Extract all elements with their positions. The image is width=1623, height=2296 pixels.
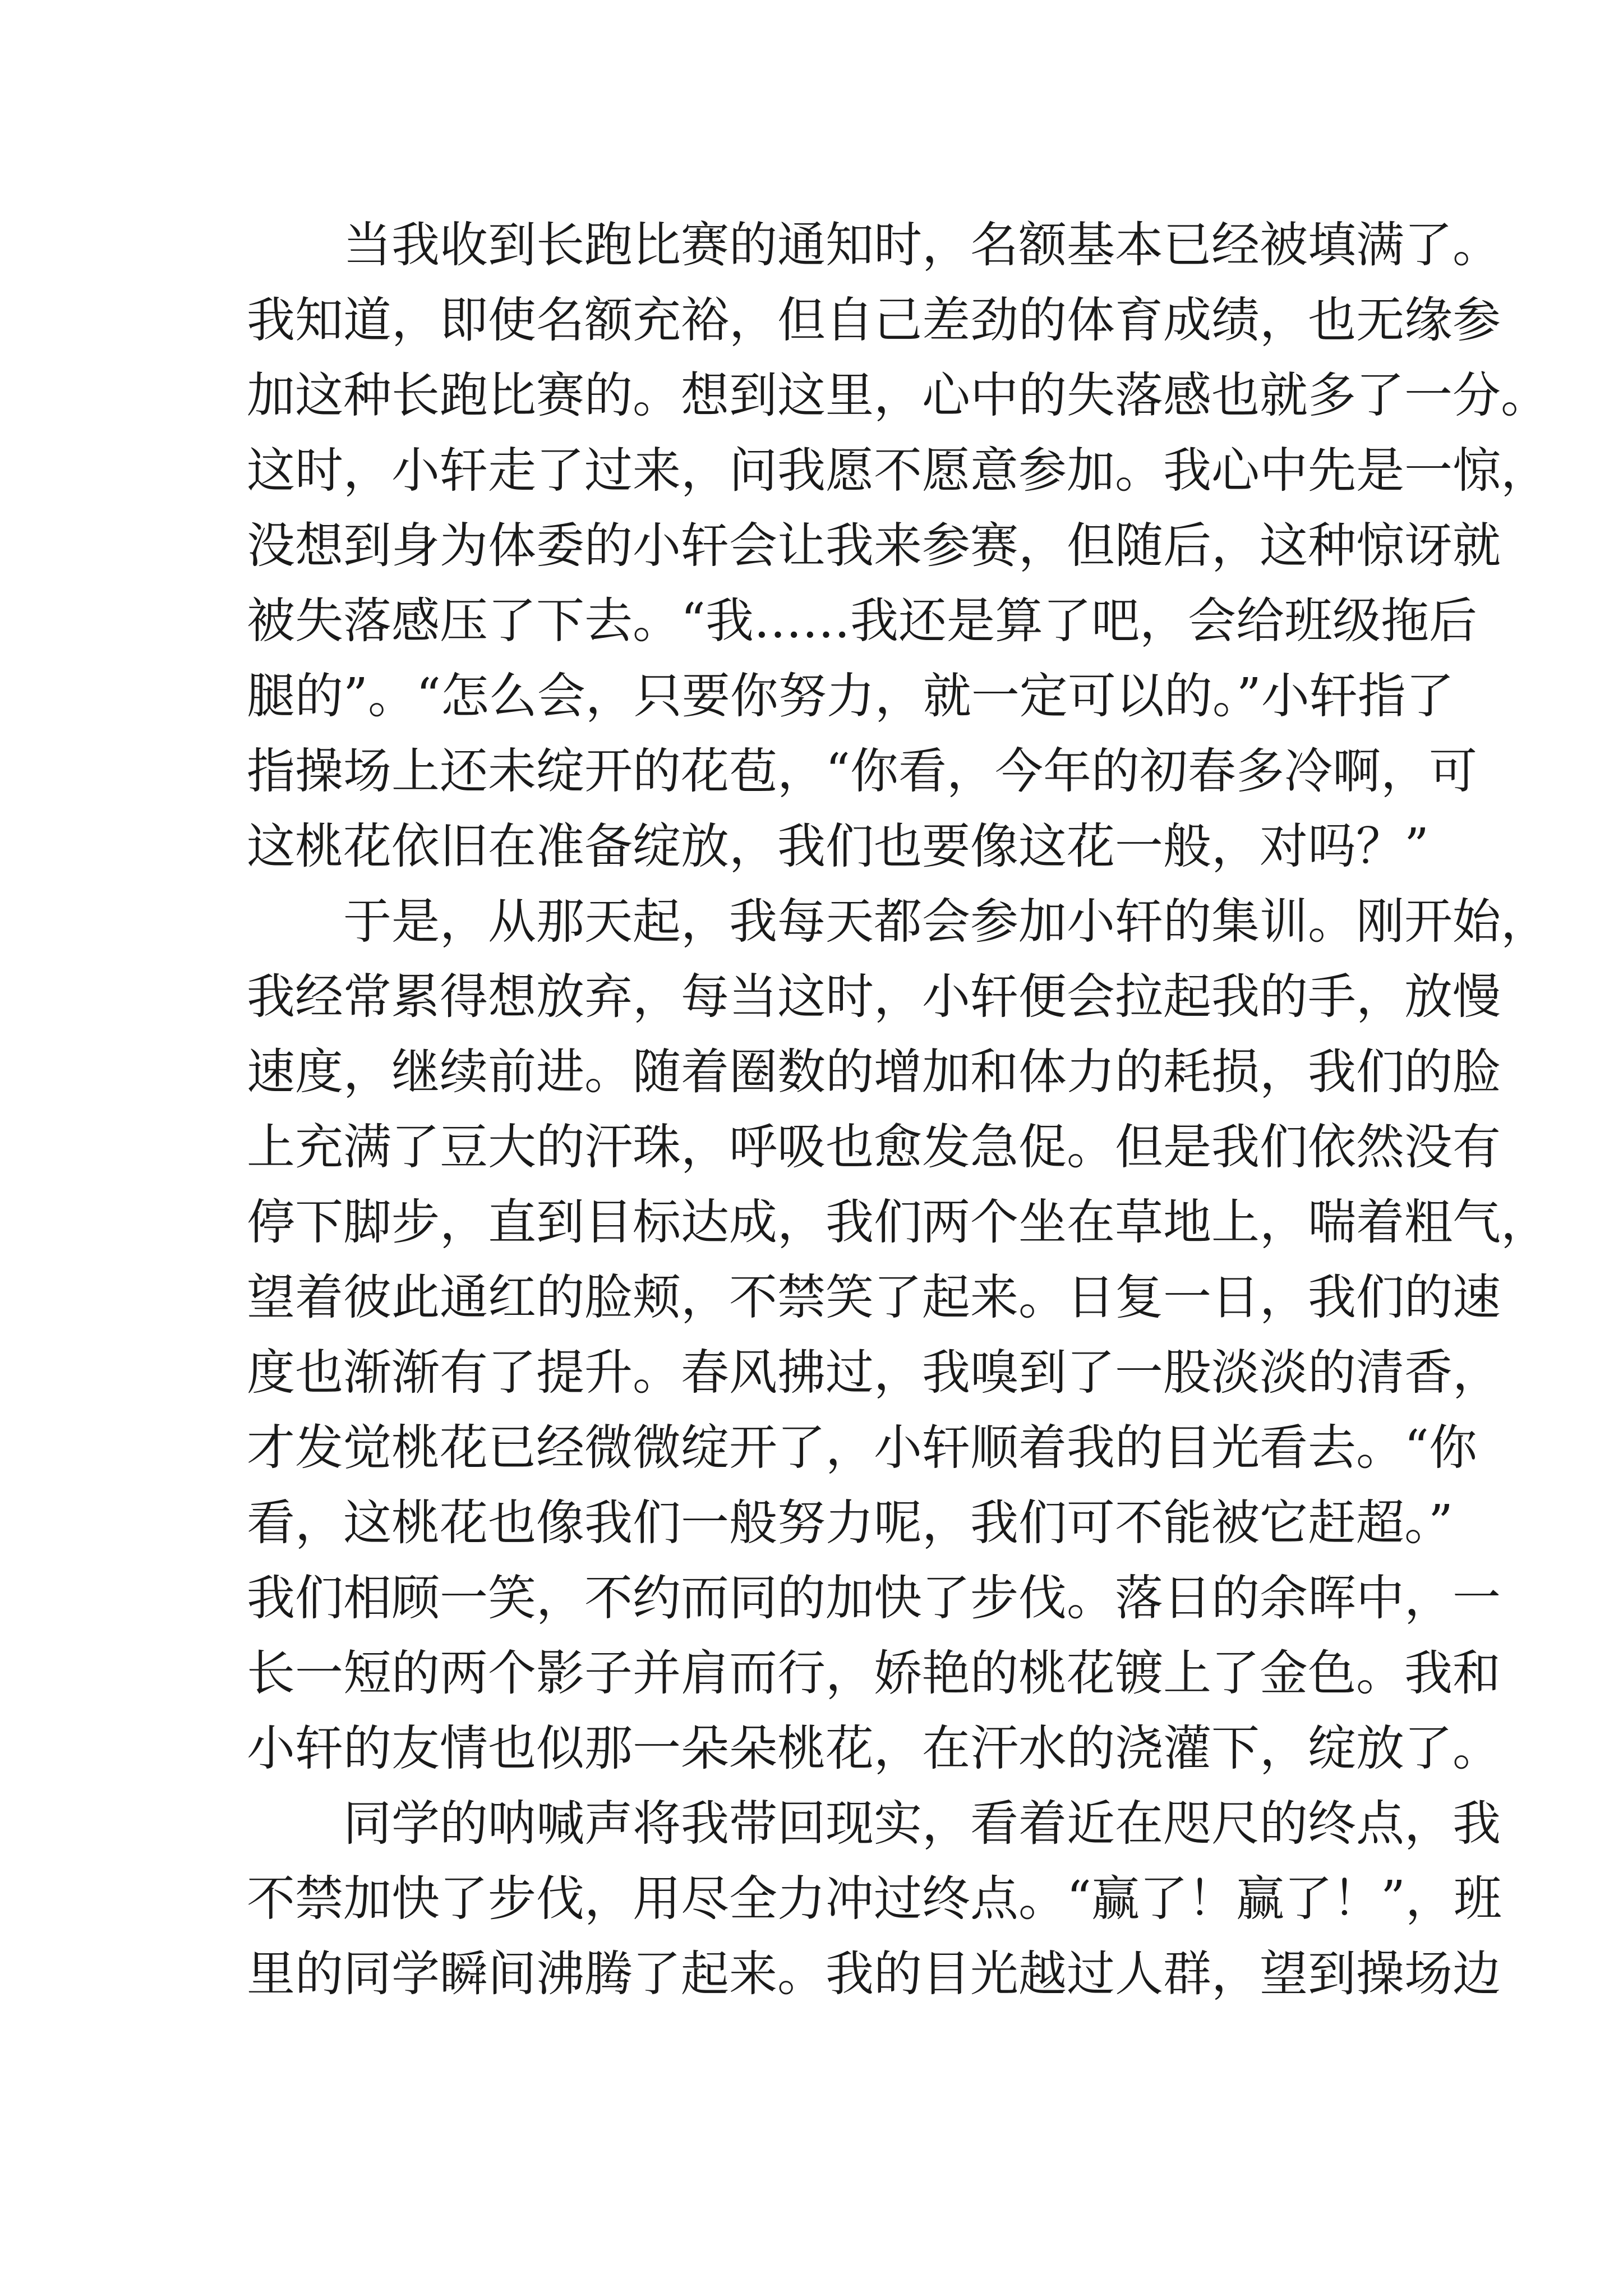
paragraph-2-line-5: 停下脚步，直到目标达成，我们两个坐在草地上，喘着粗气，	[247, 1194, 1549, 1250]
paragraph-2-line-1: 于是，从那天起，我每天都会参加小轩的集训。刚开始，	[343, 894, 1549, 950]
paragraph-1-line-2: 我知道，即使名额充裕，但自己差劲的体育成绩，也无缘参	[247, 292, 1501, 348]
paragraph-1-line-6: 被失落感压了下去。“我……我还是算了吧，会给班级拖后	[247, 593, 1477, 649]
paragraph-3-line-1: 同学的呐喊声将我带回现实，看着近在咫尺的终点，我	[343, 1796, 1501, 1852]
paragraph-2-line-2: 我经常累得想放弃，每当这时，小轩便会拉起我的手，放慢	[247, 969, 1501, 1025]
paragraph-1-line-7: 腿的”。“怎么会，只要你努力，就一定可以的。”小轩指了	[247, 668, 1454, 724]
paragraph-2-line-6: 望着彼此通红的脸颊，不禁笑了起来。日复一日，我们的速	[247, 1269, 1501, 1326]
paragraph-1-line-8: 指操场上还未绽开的花苞，“你看，今年的初春多冷啊，可	[247, 743, 1477, 799]
paragraph-1-line-5: 没想到身为体委的小轩会让我来参赛，但随后，这种惊讶就	[247, 518, 1501, 574]
paragraph-3-line-2: 不禁加快了步伐，用尽全力冲过终点。“赢了！赢了！”，班	[247, 1871, 1502, 1927]
paragraph-3-line-3: 里的同学瞬间沸腾了起来。我的目光越过人群，望到操场边	[247, 1946, 1501, 2002]
paragraph-1-line-3: 加这种长跑比赛的。想到这里，心中的失落感也就多了一分。	[247, 367, 1549, 424]
paragraph-2-line-12: 小轩的友情也似那一朵朵桃花，在汗水的浇灌下，绽放了。	[247, 1720, 1501, 1777]
paragraph-2-line-10: 我们相顾一笑，不约而同的加快了步伐。落日的余晖中，一	[247, 1570, 1501, 1626]
paragraph-2-line-9: 看，这桃花也像我们一般努力呢，我们可不能被它赶超。”	[247, 1495, 1453, 1551]
essay-body	[247, 208, 1549, 2012]
paragraph-2-line-11: 长一短的两个影子并肩而行，娇艳的桃花镀上了金色。我和	[247, 1645, 1501, 1701]
paragraph-1-line-4: 这时，小轩走了过来，问我愿不愿意参加。我心中先是一惊，	[247, 443, 1549, 499]
paragraph-1-line-9: 这桃花依旧在准备绽放，我们也要像这花一般，对吗？”	[247, 818, 1429, 875]
paragraph-2-line-3: 速度，继续前进。随着圈数的增加和体力的耗损，我们的脸	[247, 1044, 1501, 1100]
paragraph-2-line-7: 度也渐渐有了提升。春风拂过，我嗅到了一股淡淡的清香，	[247, 1345, 1501, 1401]
paragraph-2-line-8: 才发觉桃花已经微微绽开了，小轩顺着我的目光看去。“你	[247, 1420, 1477, 1476]
paragraph-2-line-4: 上充满了豆大的汗珠，呼吸也愈发急促。但是我们依然没有	[247, 1119, 1501, 1175]
paragraph-1-line-1: 当我收到长跑比赛的通知时，名额基本已经被填满了。	[343, 217, 1501, 273]
